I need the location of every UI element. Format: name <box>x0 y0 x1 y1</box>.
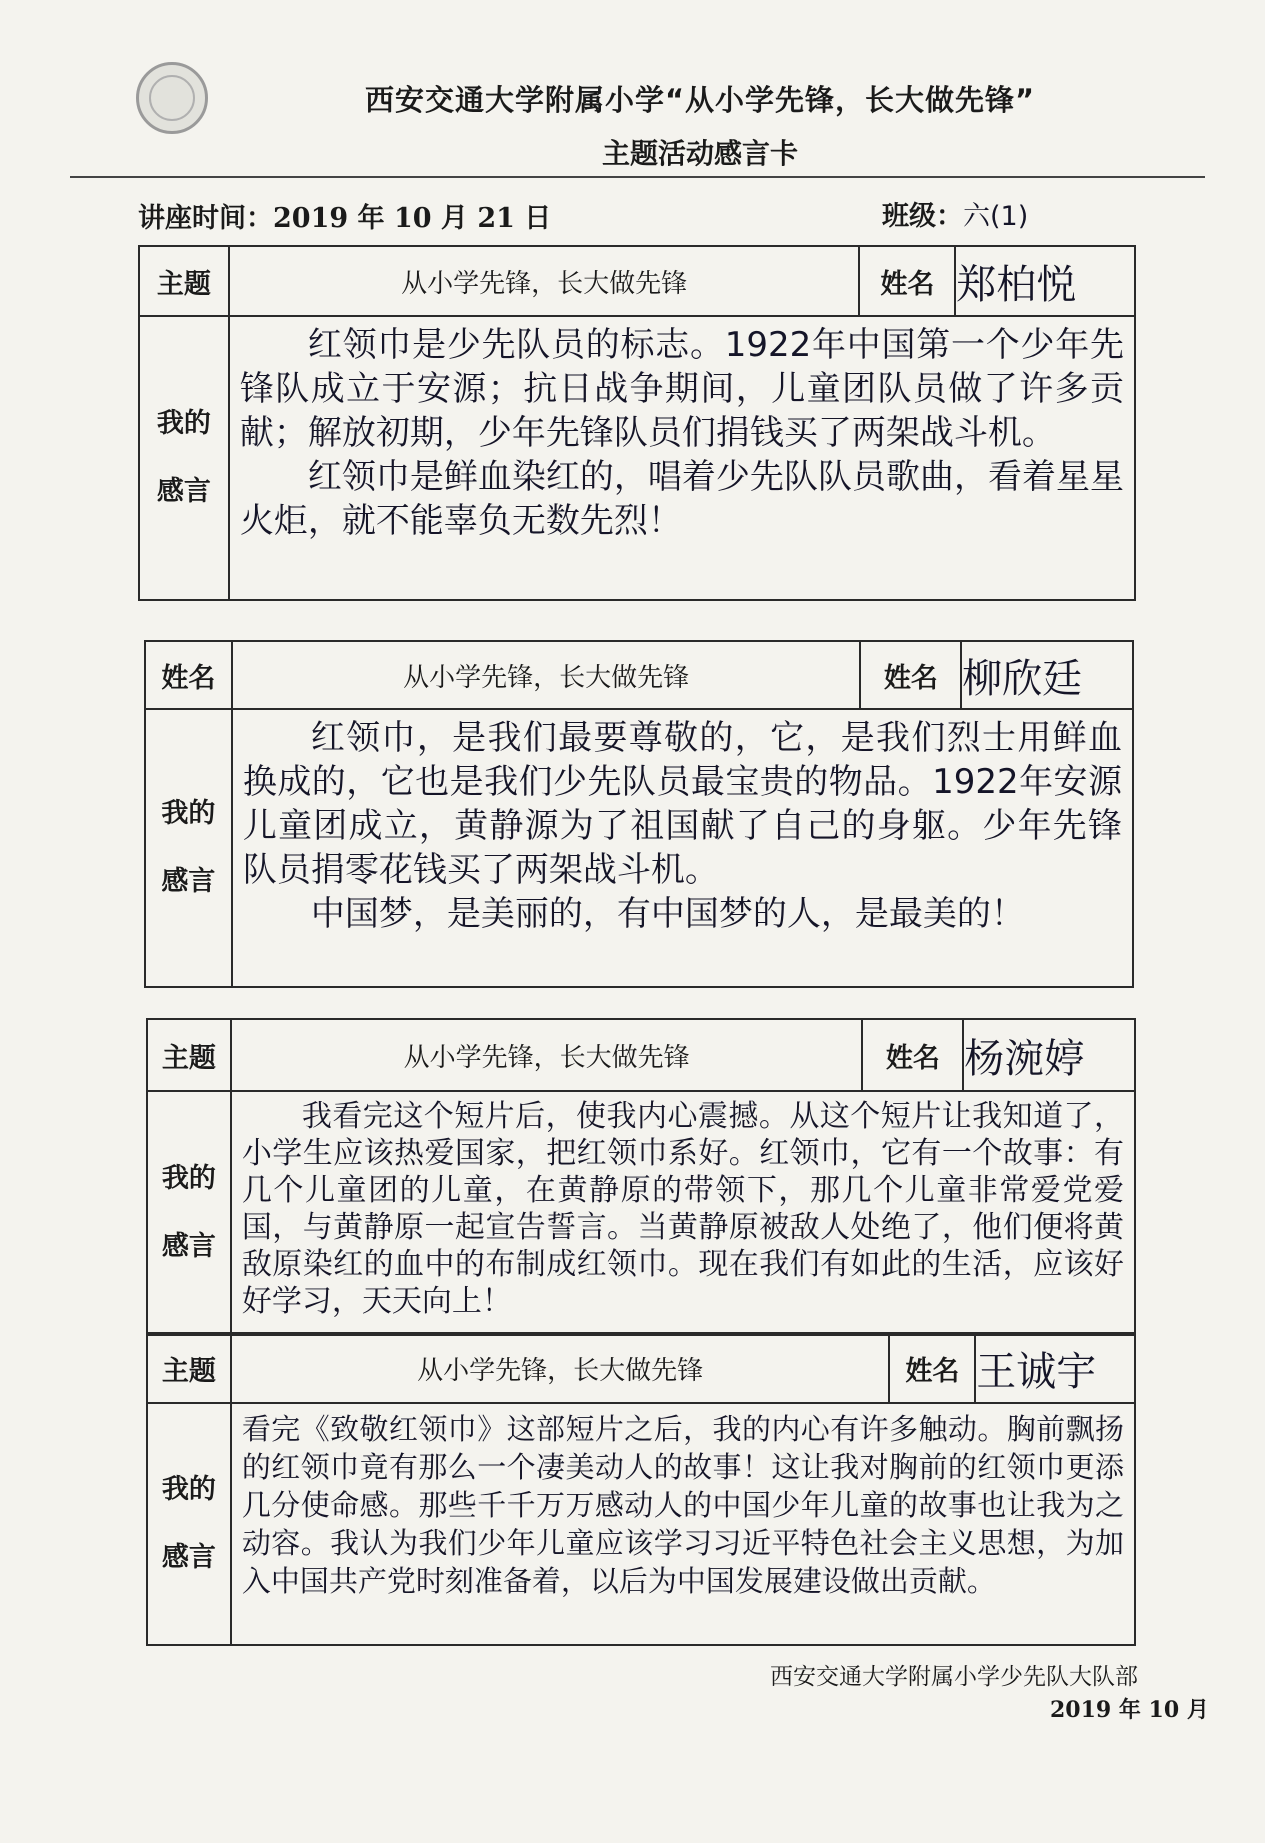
reflection-card-4 <box>146 1332 1136 1646</box>
name-label-left: 姓名 <box>145 641 232 709</box>
reflection-paragraph: 红领巾，是我们最要尊敬的，它，是我们烈士用鲜血换成的，它也是我们少先队员最宝贵的物品。1922年安源儿童团成立，黄静源为了祖国献了自己的身躯。少年先锋队员捐零花钱买了两架战斗机。 <box>242 718 1122 890</box>
reflection-body <box>229 316 1135 600</box>
reflection-body <box>231 1403 1135 1645</box>
name-label: 姓名 <box>859 246 955 316</box>
header-divider <box>70 176 1205 178</box>
lecture-date: 讲座时间：2019 年 10 月 21 日 <box>138 203 552 234</box>
student-name: 柳欣廷 <box>961 641 1133 709</box>
reflection-label <box>147 1091 231 1335</box>
reflection-label <box>147 1403 231 1645</box>
class-info <box>882 194 1028 233</box>
reflection-paragraph: 看完《致敬红领巾》这部短片之后，我的内心有许多触动。胸前飘扬的红领巾竟有那么一个凄美动人的故事！这让我对胸前的红领巾更添几分使命感。那些千千万万感动人的中国少年儿童的故事也让我为之动容。我认为我们少年儿童应该学习习近平特色社会主义思想，为加入中国共产党时刻准备着，以后为中国发展建设做出贡献。 <box>241 1412 1124 1598</box>
theme-label: 主题 <box>147 1333 231 1403</box>
student-name: 王诚宇 <box>975 1333 1135 1403</box>
name-label: 姓名 <box>860 641 961 709</box>
student-name: 杨涴婷 <box>963 1019 1135 1091</box>
theme-label: 主题 <box>147 1019 231 1091</box>
reflection-paragraph: 红领巾是鲜血染红的，唱着少先队队员歌曲，看着星星火炬，就不能辜负无数先烈！ <box>239 457 1124 541</box>
reflection-label-line1: 我的 <box>161 1474 216 1505</box>
reflection-card-1 <box>138 245 1136 601</box>
name-label: 姓名 <box>889 1333 975 1403</box>
reflection-body <box>232 709 1133 987</box>
name-label: 姓名 <box>862 1019 963 1091</box>
page-title: 西安交通大学附属小学“从小学先锋，长大做先锋” <box>364 83 1036 117</box>
reflection-label <box>145 709 232 987</box>
reflection-label-line1: 我的 <box>156 408 211 439</box>
theme-value: 从小学先锋，长大做先锋 <box>231 1019 863 1091</box>
footer-organization: 西安交通大学附属小学少先队大队部 <box>770 1664 1138 1690</box>
reflection-paragraph: 我看完这个短片后，使我内心震撼。从这个短片让我知道了，小学生应该热爱国家，把红领巾系好。红领巾，它有一个故事：有几个儿童团的儿童，在黄静原的带领下，那几个儿童非常爱党爱国，与黄静原一起宣告誓言。当黄静原被敌人处绝了，他们便将黄敌原染红的血中的布制成红领巾。现在我们有如此的生活，应该好好学习，天天向上！ <box>241 1099 1124 1319</box>
theme-label: 主题 <box>139 246 229 316</box>
reflection-label <box>139 316 229 600</box>
page-subtitle: 主题活动感言卡 <box>601 137 798 170</box>
school-emblem-icon <box>136 62 208 134</box>
class-value: 六(1) <box>963 201 1029 232</box>
footer-date: 2019 年 10 月 <box>1050 1697 1209 1723</box>
reflection-card-3 <box>146 1018 1136 1336</box>
reflection-label-line1: 我的 <box>161 798 216 829</box>
reflection-body <box>231 1091 1135 1335</box>
reflection-label-line2: 感言 <box>161 1231 216 1262</box>
reflection-label-line2: 感言 <box>156 476 211 507</box>
reflection-card-2 <box>144 640 1134 988</box>
reflection-paragraph: 中国梦，是美丽的，有中国梦的人，是最美的！ <box>310 894 1025 934</box>
theme-value: 从小学先锋，长大做先锋 <box>229 246 860 316</box>
theme-value: 从小学先锋，长大做先锋 <box>231 1333 890 1403</box>
theme-value: 从小学先锋，长大做先锋 <box>232 641 861 709</box>
reflection-label-line2: 感言 <box>161 866 216 897</box>
reflection-label-line2: 感言 <box>161 1542 216 1573</box>
reflection-paragraph: 红领巾是少先队员的标志。1922年中国第一个少年先锋队成立于安源；抗日战争期间，儿童团队员做了许多贡献；解放初期，少年先锋队员们捐钱买了两架战斗机。 <box>239 325 1124 453</box>
student-name: 郑柏悦 <box>955 246 1135 316</box>
class-label: 班级： <box>882 201 963 232</box>
reflection-label-line1: 我的 <box>161 1163 216 1194</box>
